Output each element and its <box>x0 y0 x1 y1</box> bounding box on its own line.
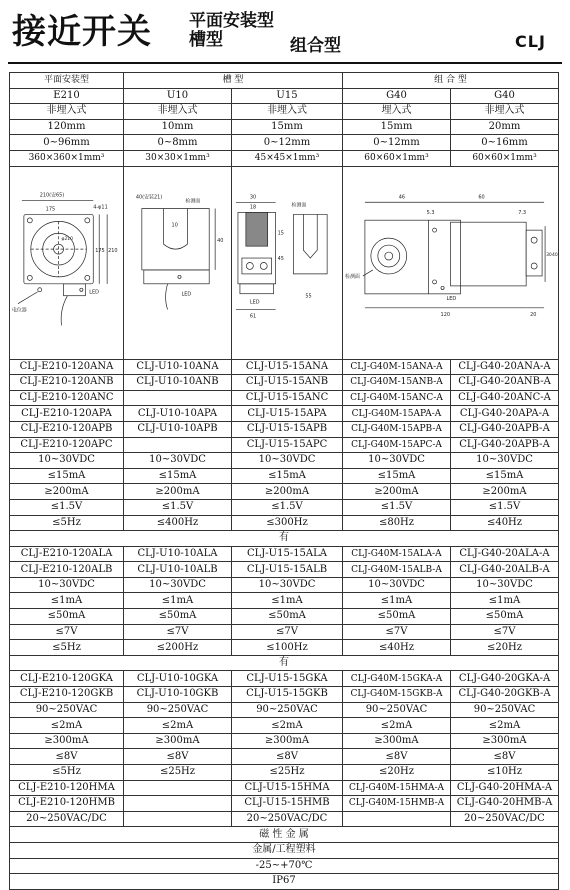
dim-label: LED <box>181 291 192 298</box>
footer-cell: IP67 <box>10 874 559 890</box>
footer-row <box>10 874 559 890</box>
table-cell: CLJ-G40M-15HMA-A <box>343 780 451 796</box>
table-cell: ≤1mA <box>451 593 559 609</box>
table-cell: ≥200mA <box>232 484 343 500</box>
table-cell: 20~250VAC/DC <box>10 811 124 827</box>
dim-label: 175 <box>45 206 56 213</box>
distance-cell: 20mm <box>451 119 559 135</box>
table-cell: CLJ-G40M-15HMB-A <box>343 796 451 812</box>
table-cell: ≥200mA <box>124 484 232 500</box>
model-cell: G40 <box>451 88 559 104</box>
footer-cell: -25~+70℃ <box>10 858 559 874</box>
table-cell: ≤1mA <box>343 593 451 609</box>
table-cell: ≤7V <box>124 624 232 640</box>
table-cell: 90~250VAC <box>124 702 232 718</box>
dim-label: LED <box>89 289 99 296</box>
table-cell: CLJ-U10-10GKB <box>124 687 232 703</box>
mount-row <box>10 104 559 120</box>
table-cell: ≤5Hz <box>10 765 124 781</box>
table-cell: CLJ-G40M-15ANC-A <box>343 390 451 406</box>
table-cell: CLJ-G40M-15ANB-A <box>343 375 451 391</box>
table-cell: ≥300mA <box>232 733 343 749</box>
table-cell: CLJ-G40M-15APB-A <box>343 421 451 437</box>
table-cell: ≤1.5V <box>10 499 124 515</box>
table-cell: CLJ-U15-15APC <box>232 437 343 453</box>
table-cell: CLJ-G40M-15ALA-A <box>343 546 451 562</box>
dim-label: 210 <box>108 247 118 254</box>
table-cell: ≤20Hz <box>451 640 559 656</box>
dim-label: 4-φ11 <box>93 204 108 211</box>
dim-label: 175 <box>95 247 105 254</box>
footer-cell: 磁 性 金 属 <box>10 827 559 843</box>
head-flat-mount: 平面安装型 <box>10 73 124 89</box>
table-cell: ≥200mA <box>451 484 559 500</box>
table-cell: 90~250VAC <box>451 702 559 718</box>
table-cell: ≤15mA <box>343 468 451 484</box>
table-cell: CLJ-U10-10ALA <box>124 546 232 562</box>
mount-cell: 埋入式 <box>343 104 451 120</box>
dim-label: 61 <box>249 313 257 320</box>
model-cell: U15 <box>232 88 343 104</box>
table-cell: 10~30VDC <box>10 453 124 469</box>
table-row <box>10 593 559 609</box>
table-cell: ≤15mA <box>451 468 559 484</box>
table-cell: 10~30VDC <box>124 453 232 469</box>
dim-label: 检测面 <box>291 202 307 209</box>
table-row <box>10 421 559 437</box>
table-cell: ≤15mA <box>124 468 232 484</box>
table-cell: CLJ-G40-20ALB-A <box>451 562 559 578</box>
table-cell <box>124 796 232 812</box>
table-cell: ≤1mA <box>124 593 232 609</box>
model-cell: U10 <box>124 88 232 104</box>
head-combined: 组 合 型 <box>343 73 559 89</box>
table-row <box>10 733 559 749</box>
u10-drawing <box>124 170 231 356</box>
subtitle-flat-mount: 平面安装型 <box>189 11 274 31</box>
table-cell: ≤1.5V <box>232 499 343 515</box>
table-cell: ≤5Hz <box>10 515 124 531</box>
table-cell: ≤10Hz <box>451 765 559 781</box>
table-cell: 90~250VAC <box>232 702 343 718</box>
dim-label: 15 <box>277 229 284 236</box>
head-slot: 槽 型 <box>124 73 343 89</box>
table-row <box>10 718 559 734</box>
table-row <box>10 655 559 671</box>
table-cell <box>124 780 232 796</box>
subtitle-slot: 槽型 <box>189 30 223 50</box>
table-cell: ≥300mA <box>124 733 232 749</box>
table-cell: CLJ-G40M-15GKA-A <box>343 671 451 687</box>
table-row <box>10 671 559 687</box>
diagram-row <box>10 166 559 359</box>
table-cell: CLJ-U10-10ANA <box>124 359 232 375</box>
table-cell: CLJ-U10-10APA <box>124 406 232 422</box>
table-cell: ≤1.5V <box>343 499 451 515</box>
table-row <box>10 811 559 827</box>
table-row <box>10 406 559 422</box>
table-cell: CLJ-U10-10ANB <box>124 375 232 391</box>
table-cell: CLJ-G40-20GKB-A <box>451 687 559 703</box>
table-cell: ≤7V <box>451 624 559 640</box>
table-cell: ≤100Hz <box>232 640 343 656</box>
table-cell: ≤20Hz <box>343 765 451 781</box>
series-code: CLJ <box>515 32 546 51</box>
table-cell: ≥300mA <box>451 733 559 749</box>
table-cell: CLJ-G40-20ANB-A <box>451 375 559 391</box>
range-cell: 0~8mm <box>124 135 232 151</box>
mount-cell: 非埋入式 <box>232 104 343 120</box>
table-row <box>10 359 559 375</box>
table-cell: 10~30VDC <box>232 453 343 469</box>
table-cell: ≤2mA <box>232 718 343 734</box>
table-cell: ≤8V <box>451 749 559 765</box>
u15-drawing <box>232 170 342 356</box>
table-cell: ≤50mA <box>10 609 124 625</box>
table-cell: ≤50mA <box>451 609 559 625</box>
dim-label: 40 <box>217 237 224 244</box>
table-row <box>10 765 559 781</box>
distance-cell: 120mm <box>10 119 124 135</box>
table-row <box>10 577 559 593</box>
table-cell: CLJ-E210-120APA <box>10 406 124 422</box>
table-cell: CLJ-G40-20ANC-A <box>451 390 559 406</box>
table-row <box>10 499 559 515</box>
table-cell <box>124 390 232 406</box>
dim-label: 55 <box>305 293 312 300</box>
dim-label: 7.3 <box>518 209 527 216</box>
table-cell: CLJ-E210-120GKB <box>10 687 124 703</box>
table-cell: CLJ-E210-120HMB <box>10 796 124 812</box>
table-row <box>10 546 559 562</box>
table-cell: ≤8V <box>232 749 343 765</box>
table-cell: CLJ-G40M-15ANA-A <box>343 359 451 375</box>
header-rule <box>8 62 562 64</box>
mount-cell: 非埋入式 <box>10 104 124 120</box>
table-cell: CLJ-G40M-15APA-A <box>343 406 451 422</box>
table-cell: ≤7V <box>10 624 124 640</box>
table-cell: ≤2mA <box>10 718 124 734</box>
table-cell: ≤300Hz <box>232 515 343 531</box>
table-cell: 90~250VAC <box>10 702 124 718</box>
table-row <box>10 515 559 531</box>
table-cell: CLJ-E210-120ANB <box>10 375 124 391</box>
table-cell: CLJ-E210-120HMA <box>10 780 124 796</box>
table-cell: ≤40Hz <box>343 640 451 656</box>
dim-label: 120 <box>440 311 451 318</box>
dim-label: 30 <box>249 194 257 201</box>
distance-cell: 15mm <box>343 119 451 135</box>
table-cell: ≤50mA <box>232 609 343 625</box>
table-cell: 10~30VDC <box>451 577 559 593</box>
table-cell: 10~30VDC <box>232 577 343 593</box>
table-cell: CLJ-E210-120GKA <box>10 671 124 687</box>
table-row <box>10 749 559 765</box>
table-cell: ≤50mA <box>124 609 232 625</box>
footer-cell: 金属/工程塑料 <box>10 842 559 858</box>
table-cell: ≤1mA <box>232 593 343 609</box>
table-row <box>10 624 559 640</box>
table-cell: 90~250VAC <box>343 702 451 718</box>
output-indicator-cell: 有 <box>10 531 559 547</box>
table-cell: ≤7V <box>232 624 343 640</box>
table-cell <box>343 811 451 827</box>
table-cell: ≤2mA <box>343 718 451 734</box>
table-row <box>10 640 559 656</box>
dim-label: 18 <box>249 204 257 211</box>
table-cell <box>124 811 232 827</box>
table-head-row <box>10 73 559 89</box>
dim-label: 20 <box>530 311 537 318</box>
footer-row <box>10 842 559 858</box>
spec-table <box>9 72 559 890</box>
table-cell: 10~30VDC <box>451 453 559 469</box>
target-cell: 30×30×1mm³ <box>124 150 232 166</box>
table-cell: ≤8V <box>10 749 124 765</box>
table-cell: 20~250VAC/DC <box>232 811 343 827</box>
dim-label: 45 <box>277 255 284 262</box>
table-cell: CLJ-E210-120ALA <box>10 546 124 562</box>
dim-label: LED <box>249 299 260 306</box>
table-cell: CLJ-E210-120APC <box>10 437 124 453</box>
table-cell: CLJ-U15-15HMB <box>232 796 343 812</box>
table-cell: ≤25Hz <box>232 765 343 781</box>
table-cell: ≤8V <box>343 749 451 765</box>
footer-row <box>10 827 559 843</box>
table-cell: CLJ-E210-120ALB <box>10 562 124 578</box>
table-row <box>10 687 559 703</box>
table-cell: CLJ-U10-10ALB <box>124 562 232 578</box>
table-cell: CLJ-E210-120ANA <box>10 359 124 375</box>
g40-drawing <box>343 170 558 356</box>
distance-cell: 15mm <box>232 119 343 135</box>
table-cell: ≥300mA <box>10 733 124 749</box>
table-cell: ≤1.5V <box>451 499 559 515</box>
e210-drawing <box>10 170 123 356</box>
table-cell: ≤1mA <box>10 593 124 609</box>
table-cell: CLJ-U15-15APB <box>232 421 343 437</box>
table-cell: CLJ-G40-20APA-A <box>451 406 559 422</box>
mount-cell: 非埋入式 <box>124 104 232 120</box>
table-cell: CLJ-G40M-15ALB-A <box>343 562 451 578</box>
table-cell: ≤2mA <box>124 718 232 734</box>
table-cell: CLJ-U15-15HMA <box>232 780 343 796</box>
table-cell: ≤5Hz <box>10 640 124 656</box>
models-row <box>10 88 559 104</box>
range-row <box>10 135 559 151</box>
table-row <box>10 796 559 812</box>
table-cell: ≤15mA <box>232 468 343 484</box>
diagram-u10 <box>124 166 232 359</box>
dim-label: 10 <box>171 221 178 228</box>
table-row <box>10 531 559 547</box>
target-row <box>10 150 559 166</box>
dim-label: 检测面 <box>185 198 201 205</box>
dim-label: φ210 <box>61 236 73 242</box>
table-cell: CLJ-G40-20HMA-A <box>451 780 559 796</box>
dim-label: 46 <box>398 193 406 200</box>
model-cell: E210 <box>10 88 124 104</box>
diagram-e210 <box>10 166 124 359</box>
distance-row <box>10 119 559 135</box>
table-cell: CLJ-U15-15ANB <box>232 375 343 391</box>
footer-row <box>10 858 559 874</box>
table-row <box>10 609 559 625</box>
table-cell: ≤200Hz <box>124 640 232 656</box>
table-cell: ≥200mA <box>10 484 124 500</box>
table-cell: CLJ-E210-120APB <box>10 421 124 437</box>
page-title: 接近开关 <box>12 12 152 52</box>
dim-label: 30 <box>546 252 552 258</box>
table-row <box>10 437 559 453</box>
table-cell: CLJ-G40-20HMB-A <box>451 796 559 812</box>
table-row <box>10 375 559 391</box>
range-cell: 0~12mm <box>232 135 343 151</box>
table-row <box>10 780 559 796</box>
table-cell: ≤2mA <box>451 718 559 734</box>
table-cell: CLJ-U15-15ANA <box>232 359 343 375</box>
target-cell: 60×60×1mm³ <box>451 150 559 166</box>
target-cell: 60×60×1mm³ <box>343 150 451 166</box>
table-cell: ≥200mA <box>343 484 451 500</box>
dim-label: 电位器 <box>11 307 27 314</box>
table-cell: CLJ-U10-10APB <box>124 421 232 437</box>
table-cell: 10~30VDC <box>10 577 124 593</box>
table-cell: ≤25Hz <box>124 765 232 781</box>
table-row <box>10 562 559 578</box>
table-cell: CLJ-G40-20APB-A <box>451 437 559 453</box>
table-cell: CLJ-G40-20ANA-A <box>451 359 559 375</box>
table-cell: 10~30VDC <box>343 577 451 593</box>
table-cell: 10~30VDC <box>124 577 232 593</box>
target-cell: 45×45×1mm³ <box>232 150 343 166</box>
dim-label: 60 <box>478 193 485 200</box>
table-cell: ≤50mA <box>343 609 451 625</box>
table-cell: ≤400Hz <box>124 515 232 531</box>
table-row <box>10 390 559 406</box>
table-cell <box>124 437 232 453</box>
table-cell: CLJ-G40-20APB-A <box>451 421 559 437</box>
table-cell: ≤40Hz <box>451 515 559 531</box>
table-cell: 20~250VAC/DC <box>451 811 559 827</box>
table-cell: ≤15mA <box>10 468 124 484</box>
page-header <box>0 0 570 66</box>
dim-label: 检测面 <box>344 273 360 280</box>
table-cell: CLJ-G40-20GKA-A <box>451 671 559 687</box>
table-cell: CLJ-U15-15GKA <box>232 671 343 687</box>
subtitle-combined: 组合型 <box>290 36 341 56</box>
dim-label: 40 <box>552 252 558 258</box>
table-cell: CLJ-G40-20ALA-A <box>451 546 559 562</box>
dim-label: LED <box>446 295 457 302</box>
diagram-g40 <box>343 166 559 359</box>
table-cell: ≤7V <box>343 624 451 640</box>
table-cell: ≤80Hz <box>343 515 451 531</box>
table-cell: CLJ-U15-15ANC <box>232 390 343 406</box>
range-cell: 0~96mm <box>10 135 124 151</box>
table-cell: CLJ-U15-15ALA <box>232 546 343 562</box>
distance-cell: 10mm <box>124 119 232 135</box>
table-cell: CLJ-U15-15ALB <box>232 562 343 578</box>
table-cell: CLJ-E210-120ANC <box>10 390 124 406</box>
table-cell: 10~30VDC <box>343 453 451 469</box>
target-cell: 360×360×1mm³ <box>10 150 124 166</box>
table-row <box>10 453 559 469</box>
table-row <box>10 484 559 500</box>
table-cell: CLJ-U10-10GKA <box>124 671 232 687</box>
table-cell: ≤1.5V <box>124 499 232 515</box>
table-cell: CLJ-U15-15GKB <box>232 687 343 703</box>
model-cell: G40 <box>343 88 451 104</box>
mount-cell: 非埋入式 <box>451 104 559 120</box>
table-row <box>10 702 559 718</box>
dim-label: 5.3 <box>426 209 435 216</box>
dim-label: 210(安65) <box>39 192 65 199</box>
table-cell: CLJ-G40M-15APC-A <box>343 437 451 453</box>
table-cell: ≥300mA <box>343 733 451 749</box>
diagram-u15 <box>232 166 343 359</box>
table-cell: CLJ-U15-15APA <box>232 406 343 422</box>
range-cell: 0~12mm <box>343 135 451 151</box>
table-cell: CLJ-G40M-15GKB-A <box>343 687 451 703</box>
table-cell: ≤8V <box>124 749 232 765</box>
output-indicator-cell: 有 <box>10 655 559 671</box>
range-cell: 0~16mm <box>451 135 559 151</box>
dim-label: 40(安装21) <box>135 194 163 201</box>
table-row <box>10 468 559 484</box>
